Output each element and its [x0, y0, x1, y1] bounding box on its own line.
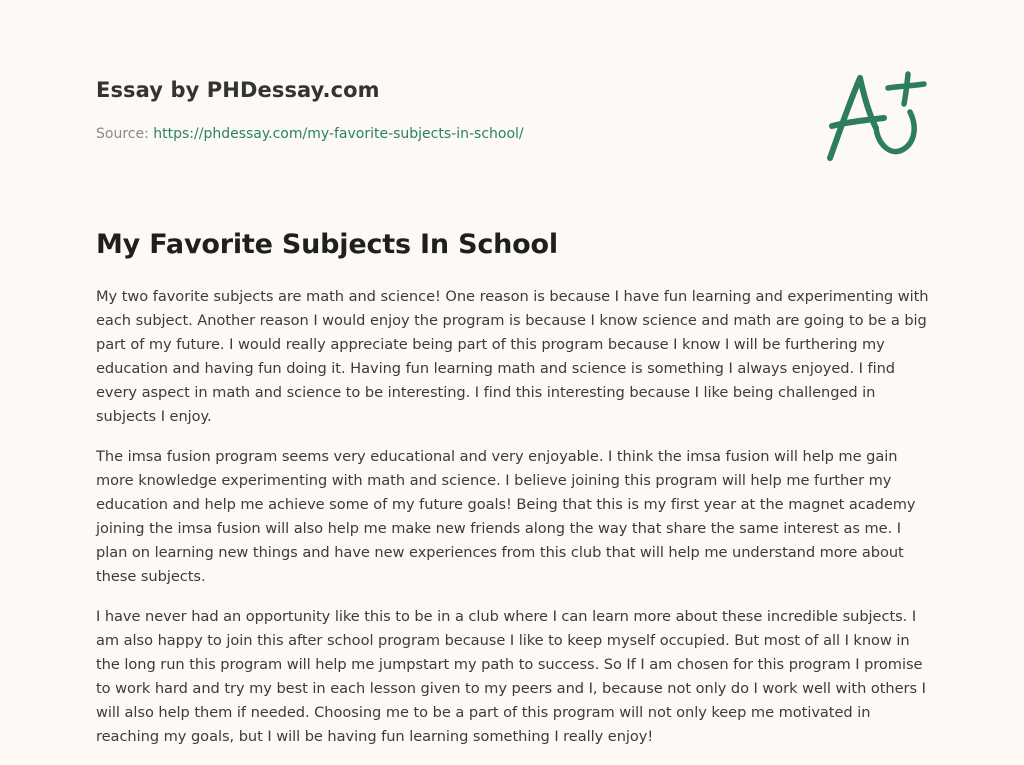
essay-paragraph: My two favorite subjects are math and science! One reason is because I have fun learning and experimenting with each subject. Another reason I would enjoy the program is because I know science and math are going to be a big part of my future. I would really appreciate being part of this program because I know I will be furthering my education and having fun doing it. Having fun learning math and science is something I always enjoyed. I find every aspect in math and science to be interesting. I find this interesting because I like being challenged in subjects I enjoy.	[96, 288, 929, 425]
source-link[interactable]: https://phdessay.com/my-favorite-subjects-in-school/	[153, 126, 524, 142]
page-header	[96, 76, 796, 142]
source-label: Source:	[96, 126, 154, 142]
essay-body	[96, 285, 932, 765]
source-line	[96, 124, 524, 144]
a-plus-grade-icon	[820, 66, 930, 166]
essay-paragraph: I have never had an opportunity like this to be in a club where I can learn more about these incredible subjects. I am also happy to join this after school program because I like to keep myself occupied. But most of all I know in the long run this program will help me jumpstart my path to success. So If I am chosen for this program I promise to work hard and try my best in each lesson given to my peers and I, because not only do I work well with others I will also help them if needed. Choosing me to be a part of this program will not only keep me motivated in reaching my goals, but I will be having fun learning something I really enjoy!	[96, 608, 926, 745]
essay-paragraph: The imsa fusion program seems very educational and very enjoyable. I think the imsa fusion will help me gain more knowledge experimenting with math and science. I believe joining this program will help me further my education and help me achieve some of my future goals! Being that this is my first year at the magnet academy joining the imsa fusion will also help me make new friends along the way that share the same interest as me. I plan on learning new things and have new experiences from this club that will help me understand more about these subjects.	[96, 448, 916, 585]
essay-title: My Favorite Subjects In School	[96, 229, 558, 260]
brand-title: Essay by PHDessay.com	[96, 78, 380, 102]
